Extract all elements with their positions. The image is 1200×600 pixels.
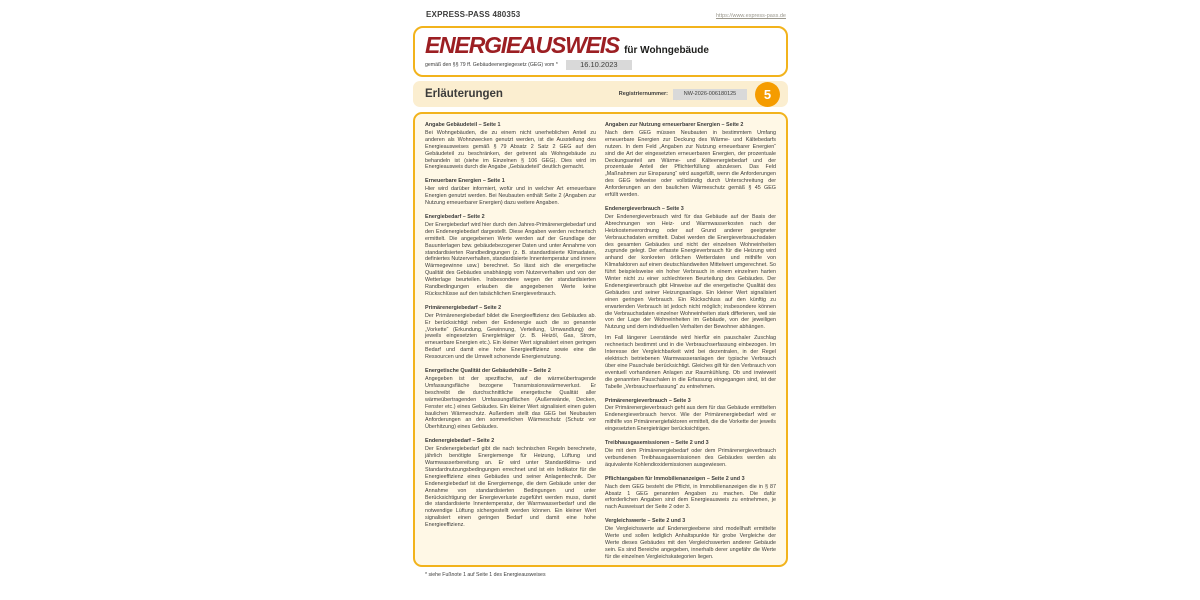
section-heading: Primärenergieverbrauch – Seite 3: [605, 397, 691, 404]
section-heading: Endenergieverbrauch – Seite 3: [605, 205, 684, 212]
law-reference-label: gemäß den §§ 79 ff. Gebäudeenergiegesetz (GEG) vom *: [425, 62, 558, 68]
website-link[interactable]: https://www.express-pass.de: [715, 13, 786, 19]
section-paragraph: Bei Wohngebäuden, die zu einem nicht unerheblichen Anteil zu anderen als Wohnzwecken genutzt werden, ist die Ausstellung des Energieausweises gemäß § 79 Absatz 2 Satz 2 GEG auf den Gebäudeteil zu beschränken, der getrennt als Wohngebäude zu behandeln ist (siehe im Einzelnen § 106 GEG). Dies wird im Energieausweis durch die Angabe „Gebäudeteil“ deutlich gemacht.: [425, 129, 596, 171]
law-row: [425, 60, 776, 70]
explanation-section: [605, 206, 776, 391]
document-subtitle: für Wohngebäude: [624, 45, 709, 56]
explanation-section: [425, 368, 596, 431]
section-header-bar: [413, 81, 788, 107]
explanation-section: [425, 178, 596, 207]
issue-date-field: 16.10.2023: [566, 60, 632, 70]
section-paragraph: Nach dem GEG müssen Neubauten in bestimmtem Umfang erneuerbare Energien zur Deckung des Wärme- und Kältebedarfs nutzen. In dem Feld „Angaben zur Nutzung erneuerbarer Energien“ sind die Art der eingesetzten erneuerbaren Energien, der prozentuale Deckungsanteil am Wärme- und Kälteenergiebedarf und der prozentuale Anteil der Pflichterfüllung abzulesen. Das Feld „Maßnahmen zur Einsparung“ wird ausgefüllt, wenn die Anforderungen des GEG teilweise oder vollständig durch Unterschreitung der Anforderungen an den baulichen Wärmeschutz gemäß § 45 GEG erfüllt werden.: [605, 129, 776, 199]
section-paragraph: Nach dem GEG besteht die Pflicht, in Immobilienanzeigen die in § 87 Absatz 1 GEG genannten Angaben zu machen. Die dafür erforderlichen Angaben sind dem Energieausweis zu entnehmen, je nach Ausweisart der Seite 2 oder 3.: [605, 483, 776, 511]
explanation-section: [605, 398, 776, 434]
explanations-right-column: [605, 122, 776, 560]
section-heading: Erneuerbare Energien – Seite 1: [425, 178, 505, 185]
explanation-section: [605, 440, 776, 469]
page-title: Erläuterungen: [425, 88, 503, 100]
section-paragraph: Der Energiebedarf wird hier durch den Jahres-Primärenergiebedarf und den Endenergiebedarf dargestellt. Diese Angaben werden rechnerisch ermittelt. Die angegebenen Werte werden auf der Grundlage der Bauunterlagen bzw. gebäudebezogener Daten und unter Annahme von standardisierten Randbedingungen (z. B. standardisierte Klimadaten, definiertes Nutzerverhalten, standardisierte Innentemperatur und innere Wärmegewinne usw.) berechnet. So lässt sich die energetische Qualität des Gebäudes unabhängig vom Nutzerverhalten und von der Wetterlage beurteilen. Insbesondere wegen der standardisierten Randbedingungen erlauben die angegebenen Werte keine Rückschlüsse auf den tatsächlichen Energieverbrauch.: [425, 221, 596, 297]
section-paragraph: Der Endenergiebedarf gibt die nach technischen Regeln berechnete, jährlich benötigte Energiemenge für Heizung, Lüftung und Warmwasserbereitung an. Er wird unter Standardklima- und Standardnutzungsbedingungen errechnet und ist ein Indikator für die Energieeffizienz eines Gebäudes und seiner Anlagentechnik. Der Endenergiebedarf ist die Energiemenge, die dem Gebäude unter der Annahme von standardisierten Bedingungen und unter Berücksichtigung der Energieverluste zugeführt werden muss, damit die standardisierte Innentemperatur, der Warmwasserbedarf und die notwendige Lüftung sichergestellt werden können. Ein kleiner Wert signalisiert einen geringen Bedarf und damit eine hohe Energieeffizienz.: [425, 446, 596, 529]
section-heading: Energiebedarf – Seite 2: [425, 213, 485, 220]
section-heading: Pflichtangaben für Immobilienanzeigen – Seite 2 und 3: [605, 475, 745, 482]
section-paragraph: Hier wird darüber informiert, wofür und in welcher Art erneuerbare Energien genutzt werden. Bei Neubauten enthält Seite 2 (Angaben zur Nutzung erneuerbarer Energien) dazu weitere Angaben.: [425, 186, 596, 207]
footnote: * siehe Fußnote 1 auf Seite 1 des Energieausweises: [425, 572, 546, 578]
section-paragraph: Im Fall längerer Leerstände wird hierfür ein pauschaler Zuschlag rechnerisch bestimmt und in die Verbrauchserfassung einbezogen. Im Interesse der Vergleichbarkeit wird bei dezentralen, in der Regel elektrisch betriebenen Warmwasseranlagen der typische Verbrauch über eine Pauschale berücksichtigt. Gleiches gilt für den Verbrauch von eventuell vorhandenen Anlagen zur Raumkühlung. Ob und inwieweit die genannten Pauschalen in die Erfassung eingegangen sind, ist der Tabelle „Verbrauchserfassung“ zu entnehmen.: [605, 335, 776, 390]
registry-number-field: NW-2026-006180125: [673, 89, 747, 100]
title-box: [413, 26, 788, 77]
section-heading: Vergleichswerte – Seite 2 und 3: [605, 518, 686, 525]
explanation-section: [605, 476, 776, 512]
explanation-section: [605, 122, 776, 199]
explanation-section: [425, 214, 596, 298]
registry-number-label: Registriernummer:: [618, 91, 668, 97]
section-heading: Angabe Gebäudeteil – Seite 1: [425, 122, 501, 128]
document: [413, 10, 788, 578]
section-paragraph: Angegeben ist der spezifische, auf die wärmeübertragende Umfassungsfläche bezogene Transmissionswärmeverlust. Er beschreibt die durchschnittliche energetische Qualität aller wärmeübertragenden Umfassungsflächen (Außenwände, Decken, Fenster etc.) eines Gebäudes. Ein kleiner Wert signalisiert einen guten baulichen Wärmeschutz. Außerdem stellt das GEG bei Neubauten Anforderungen an den sommerlichen Wärmeschutz (Schutz vor Überhitzung) eines Gebäudes.: [425, 376, 596, 431]
section-heading: Energetische Qualität der Gebäudehülle – Seite 2: [425, 368, 551, 375]
section-heading: Endenergiebedarf – Seite 2: [425, 438, 495, 445]
explanation-section: [425, 438, 596, 529]
section-heading: Angaben zur Nutzung erneuerbarer Energien – Seite 2: [605, 122, 744, 128]
explanations-left-column: [425, 122, 596, 557]
title-row: [425, 34, 776, 57]
section-heading: Treibhausgasemissionen – Seite 2 und 3: [605, 440, 709, 447]
section-heading: Primärenergiebedarf – Seite 2: [425, 304, 502, 311]
explanation-section: [605, 518, 776, 560]
page-number-badge: 5: [755, 82, 780, 107]
section-paragraph: Der Primärenergieverbrauch geht aus dem für das Gebäude ermittelten Endenergieverbrauch hervor. Wie der Primärenergiebedarf wird er mithilfe von Primärenergiefaktoren ermittelt, die die Vorkette der jeweils eingesetzten Energieträger berücksichtigen.: [605, 405, 776, 433]
brand-label: EXPRESS-PASS 480353: [426, 10, 521, 19]
section-paragraph: Der Primärenergiebedarf bildet die Energieeffizienz des Gebäudes ab. Er berücksichtigt neben der Endenergie auch die so genannte „Vorkette“ (Erkundung, Gewinnung, Verteilung, Umwandlung) der jeweils eingesetzten Energieträger (z. B. Heizöl, Gas, Strom, erneuerbare Energien etc.). Ein kleiner Wert signalisiert einen geringen Bedarf und damit eine hohe Energieeffizienz sowie eine die Ressourcen und die Umwelt schonende Energienutzung.: [425, 312, 596, 361]
explanation-section: [425, 305, 596, 361]
section-paragraph: Die Vergleichswerte auf Endenergieebene sind modellhaft ermittelte Werte und sollen lediglich Anhaltspunkte für grobe Vergleiche der Werte dieses Gebäudes mit den Vergleichswerten anderer Gebäude sein. Es sind Bereiche angegeben, innerhalb derer ungefähr die Werte für die einzelnen Vergleichskategorien liegen.: [605, 526, 776, 560]
document-title: ENERGIEAUSWEIS: [425, 32, 620, 58]
section-paragraph: Die mit dem Primärenergiebedarf oder dem Primärenergieverbrauch verbundenen Treibhausgasemissionen des Gebäudes werden als äquivalente Kohlendioxidemissionen ausgewiesen.: [605, 447, 776, 468]
explanations-box: [413, 112, 788, 567]
explanation-section: [425, 122, 596, 171]
top-bar: [413, 10, 788, 24]
section-paragraph: Der Endenergieverbrauch wird für das Gebäude auf der Basis der Abrechnungen von Heiz- und Warmwasserkosten nach der Heizkostenverordnung oder auf Grund anderer geeigneter Verbrauchsdaten ermittelt. Dabei werden die Energieverbrauchsdaten des gesamten Gebäudes und nicht der einzelnen Wohneinheiten zugrunde gelegt. Der erfasste Energieverbrauch für die Heizung wird anhand der konkreten örtlichen Wetterdaten und mithilfe von Klimafaktoren auf einen deutschlandweiten Mittelwert umgerechnet. So führt beispielsweise ein hoher Verbrauch in einem einzelnen harten Winter nicht zu einer schlechteren Beurteilung des Gebäudes. Der Endenergieverbrauch gibt Hinweise auf die energetische Qualität des Gebäudes und seiner Heizungsanlage. Ein kleiner Wert signalisiert einen geringen Verbrauch. Ein Rückschluss auf den künftig zu erwartenden Verbrauch ist jedoch nicht möglich; insbesondere können die Verbrauchsdaten einzelner Wohneinheiten stark differieren, weil sie von der Lage der Wohneinheiten im Gebäude, von der jeweiligen Nutzung und dem individuellen Verhalten der Bewohner abhängen.: [605, 213, 776, 331]
